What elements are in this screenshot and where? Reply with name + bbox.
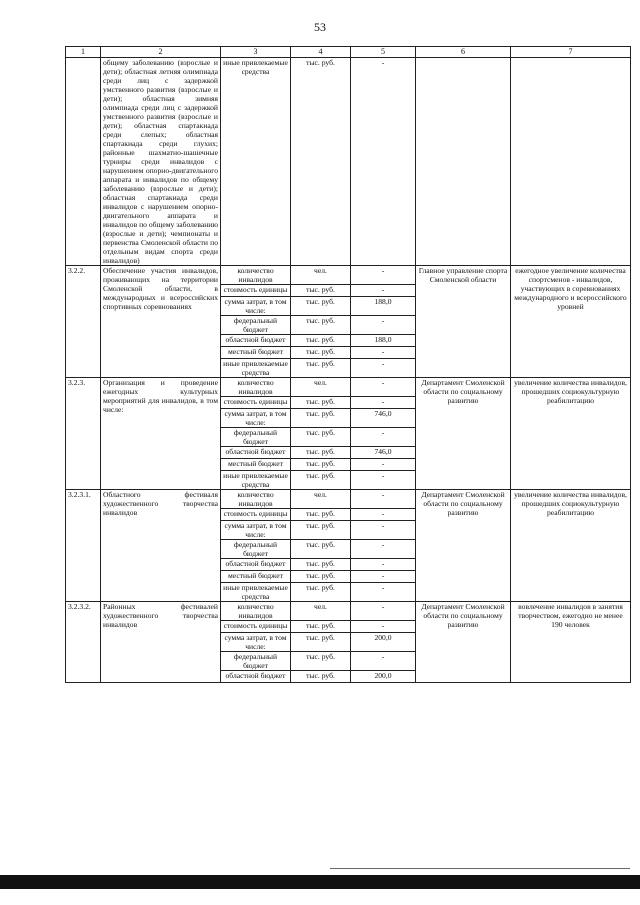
result-cell: вовлечение инвалидов в занятия творчеством, ежегодно не менее 190 человек — [511, 602, 631, 683]
result-cell: увеличение количества инвалидов, прошедших социокультурную реабилитацию — [511, 490, 631, 602]
indicator-cell: количество инвалидов — [221, 490, 291, 509]
item-number-cell: 3.2.3.1. — [66, 490, 101, 602]
unit-cell: чел. — [291, 266, 351, 285]
item-name-cell: Областного фестиваля художественного творчества инвалидов — [101, 490, 221, 602]
indicator-cell: федеральный бюджет — [221, 540, 291, 559]
value-cell: - — [351, 58, 416, 266]
value-cell: - — [351, 347, 416, 359]
unit-cell: тыс. руб. — [291, 521, 351, 540]
value-cell: - — [351, 266, 416, 285]
unit-cell: тыс. руб. — [291, 428, 351, 447]
indicator-row — [66, 602, 631, 621]
indicator-cell: федеральный бюджет — [221, 428, 291, 447]
indicator-cell: федеральный бюджет — [221, 316, 291, 335]
executor-cell: Департамент Смоленской области по социальному развитию — [416, 378, 511, 490]
unit-cell: чел. — [291, 378, 351, 397]
unit-cell: чел. — [291, 490, 351, 509]
indicator-cell: областной бюджет — [221, 335, 291, 347]
continuation-row — [66, 58, 631, 266]
value-cell: 746,0 — [351, 409, 416, 428]
header-row — [66, 47, 631, 58]
header-cell: 1 — [66, 47, 101, 58]
value-cell: - — [351, 540, 416, 559]
header-cell: 7 — [511, 47, 631, 58]
item-name-cell: Организация и проведение ежегодных культурных мероприятий для инвалидов, в том числе: — [101, 378, 221, 490]
item-name-cell: Обеспечение участия инвалидов, проживающих на территории Смоленской области, в международных и всероссийских спортивных соревнованиях — [101, 266, 221, 378]
indicator-cell: количество инвалидов — [221, 378, 291, 397]
value-cell: - — [351, 652, 416, 671]
header-cell: 4 — [291, 47, 351, 58]
indicator-cell: сумма затрат, в том числе: — [221, 297, 291, 316]
indicator-cell: местный бюджет — [221, 571, 291, 583]
value-cell: 746,0 — [351, 447, 416, 459]
program-table — [65, 46, 631, 683]
indicator-cell: областной бюджет — [221, 671, 291, 683]
item-number-cell: 3.2.3. — [66, 378, 101, 490]
unit-cell: тыс. руб. — [291, 347, 351, 359]
value-cell: - — [351, 428, 416, 447]
indicator-cell: сумма затрат, в том числе: — [221, 409, 291, 428]
unit-cell: тыс. руб. — [291, 316, 351, 335]
value-cell: - — [351, 359, 416, 378]
unit-cell: тыс. руб. — [291, 447, 351, 459]
indicator-cell: иные привлекаемые средства — [221, 58, 291, 266]
executor-cell: Главное управление спорта Смоленской области — [416, 266, 511, 378]
value-cell: - — [351, 459, 416, 471]
result-cell: ежегодное увеличение количества спортсменов - инвалидов, участвующих в соревнованиях международного и всероссийского уровней — [511, 266, 631, 378]
executor-cell: Департамент Смоленской области по социальному развитию — [416, 602, 511, 683]
value-cell: - — [351, 559, 416, 571]
indicator-cell: местный бюджет — [221, 459, 291, 471]
value-cell: - — [351, 602, 416, 621]
value-cell: - — [351, 509, 416, 521]
value-cell: 200,0 — [351, 633, 416, 652]
unit-cell: чел. — [291, 602, 351, 621]
value-cell: - — [351, 378, 416, 397]
indicator-cell: областной бюджет — [221, 559, 291, 571]
value-cell: 188,0 — [351, 297, 416, 316]
indicator-cell: иные привлекаемые средства — [221, 359, 291, 378]
value-cell: - — [351, 571, 416, 583]
value-cell: - — [351, 490, 416, 509]
item-number-cell: 3.2.2. — [66, 266, 101, 378]
value-cell: - — [351, 397, 416, 409]
item-name-cell: общему заболеванию (взрослые и дети); областная летняя олимпиада среди лиц с задержкой умственного развития (взрослые и дети); областная зимняя олимпиада среди лиц с задержкой умственного развития (взрослые и дети); областная спартакиада среди слепых; областная спартакиада среди глухих; районные шахматно-шашечные турниры среди инвалидов с нарушением опорно-двигательного аппарата и инвалидов по общему заболеванию (взрослые и дети); областная спартакиада среди инвалидов с нарушением опорно-двигательного аппарата и инвалидов по общему заболеванию (взрослые и дети); чемпионаты и первенства Смоленской области по отдельным видам спорта среди инвалидов) — [101, 58, 221, 266]
unit-cell: тыс. руб. — [291, 621, 351, 633]
executor-cell — [416, 58, 511, 266]
result-cell: увеличение количества инвалидов, прошедших социокультурную реабилитацию — [511, 378, 631, 490]
unit-cell: тыс. руб. — [291, 359, 351, 378]
indicator-cell: иные привлекаемые средства — [221, 583, 291, 602]
page-number: 53 — [314, 20, 326, 34]
header-cell: 5 — [351, 47, 416, 58]
indicator-cell: стоимость единицы — [221, 285, 291, 297]
value-cell: - — [351, 471, 416, 490]
unit-cell: тыс. руб. — [291, 559, 351, 571]
value-cell: - — [351, 316, 416, 335]
unit-cell: тыс. руб. — [291, 58, 351, 266]
indicator-cell: сумма затрат, в том числе: — [221, 633, 291, 652]
value-cell: - — [351, 285, 416, 297]
scan-edge-bar — [0, 875, 640, 889]
unit-cell: тыс. руб. — [291, 509, 351, 521]
unit-cell: тыс. руб. — [291, 397, 351, 409]
indicator-cell: местный бюджет — [221, 347, 291, 359]
indicator-cell: сумма затрат, в том числе: — [221, 521, 291, 540]
executor-cell: Департамент Смоленской области по социальному развитию — [416, 490, 511, 602]
unit-cell: тыс. руб. — [291, 471, 351, 490]
result-cell — [511, 58, 631, 266]
header-cell: 2 — [101, 47, 221, 58]
value-cell: - — [351, 521, 416, 540]
indicator-cell: федеральный бюджет — [221, 652, 291, 671]
value-cell: 188,0 — [351, 335, 416, 347]
indicator-row — [66, 490, 631, 509]
indicator-cell: стоимость единицы — [221, 509, 291, 521]
unit-cell: тыс. руб. — [291, 459, 351, 471]
unit-cell: тыс. руб. — [291, 652, 351, 671]
unit-cell: тыс. руб. — [291, 285, 351, 297]
unit-cell: тыс. руб. — [291, 671, 351, 683]
unit-cell: тыс. руб. — [291, 583, 351, 602]
unit-cell: тыс. руб. — [291, 633, 351, 652]
item-number-cell: 3.2.3.2. — [66, 602, 101, 683]
indicator-cell: количество инвалидов — [221, 266, 291, 285]
unit-cell: тыс. руб. — [291, 297, 351, 316]
unit-cell: тыс. руб. — [291, 409, 351, 428]
item-name-cell: Районных фестивалей художественного творчества инвалидов — [101, 602, 221, 683]
unit-cell: тыс. руб. — [291, 571, 351, 583]
value-cell: - — [351, 583, 416, 602]
indicator-row — [66, 266, 631, 285]
indicator-cell: стоимость единицы — [221, 397, 291, 409]
header-cell: 6 — [416, 47, 511, 58]
item-number-cell — [66, 58, 101, 266]
value-cell: - — [351, 621, 416, 633]
indicator-row — [66, 378, 631, 397]
indicator-cell: иные привлекаемые средства — [221, 471, 291, 490]
header-cell: 3 — [221, 47, 291, 58]
indicator-cell: областной бюджет — [221, 447, 291, 459]
unit-cell: тыс. руб. — [291, 540, 351, 559]
unit-cell: тыс. руб. — [291, 335, 351, 347]
footer-divider — [330, 868, 630, 869]
indicator-cell: количество инвалидов — [221, 602, 291, 621]
value-cell: 200,0 — [351, 671, 416, 683]
indicator-cell: стоимость единицы — [221, 621, 291, 633]
